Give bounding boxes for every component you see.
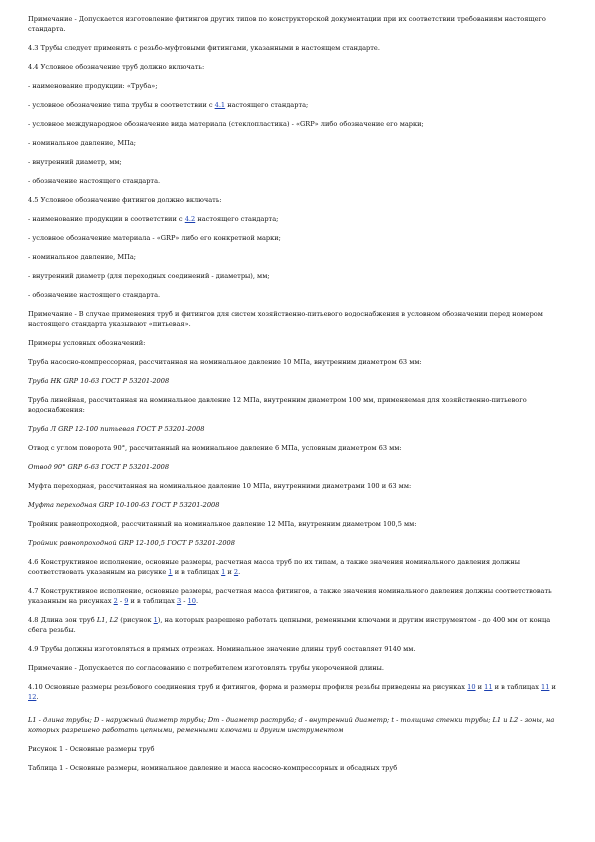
clause-4-10: 4.10 Основные размеры резьбового соединения труб и фитингов, форма и размеры профиля резьбы приведены на рисунках 10 и 11 и в таблицах 11 и 12.: [28, 683, 556, 701]
clause-4-3: 4.3 Трубы следует применять с резьбо-муфтовыми фитингами, указанными в настоящем стандарте.: [28, 44, 380, 52]
list-item: - наименование продукции: «Труба»;: [28, 82, 158, 90]
example-text: Труба линейная, рассчитанная на номинальное давление 12 МПа, внутренним диаметром 100 мм, применяемая для хозяйственно-питьевого водоснабжения:: [28, 396, 527, 414]
link-4-2[interactable]: 4.2: [184, 215, 196, 223]
clause-4-4: 4.4 Условное обозначение труб должно включать:: [28, 63, 205, 71]
clause-4-9: 4.9 Трубы должны изготовляться в прямых отрезках. Номинальное значение длины труб составляет 9140 мм.: [28, 645, 416, 653]
link-figure-1[interactable]: 1: [153, 616, 158, 624]
example-designation: Труба Л GRP 12-100 питьевая ГОСТ Р 53201-2008: [28, 425, 205, 433]
example-text: Отвод с углом поворота 90°, рассчитанный на номинальное давление 6 МПа, условным диаметром 63 мм:: [28, 444, 402, 452]
figure-legend: L1 - длина трубы; D - наружный диаметр трубы; Dm - диаметр раструба; d - внутренний диаметр; t - толщина стенки трубы; L1 и L2 - зоны, на которых разрешено работать цепными, ременными ключами и другим инструментом: [28, 716, 555, 734]
clause-4-8: 4.8 Длина зон труб L1, L2 (рисунок 1), на которых разрешено работать цепными, ременными ключами и другим инструментом - до 400 мм от конца сбега резьбы.: [28, 616, 551, 634]
clause-4-7: 4.7 Конструктивное исполнение, основные размеры, расчетная масса фитингов, а также значения номинального давления должны соответствовать указанным на рисунках 2 - 9 и в таблицах 3 - 10.: [28, 587, 552, 605]
link-table-2[interactable]: 2: [233, 568, 239, 576]
figure-caption: Рисунок 1 - Основные размеры труб: [28, 745, 155, 753]
list-item: - номинальное давление, МПа;: [28, 139, 137, 147]
note-potable: Примечание - В случае применения труб и фитингов для систем хозяйственно-питьевого водоснабжения в условном обозначении перед номером настоящего стандарта указывают «питьевая».: [28, 310, 543, 328]
list-item: - условное обозначение типа трубы в соответствии с 4.1 настоящего стандарта;: [28, 101, 309, 109]
list-item: - условное обозначение материала - «GRP» либо его конкретной марки;: [28, 234, 281, 242]
link-table-12[interactable]: 12: [28, 693, 37, 701]
link-figure-11[interactable]: 11: [484, 683, 493, 691]
examples-heading: Примеры условных обозначений:: [28, 339, 146, 347]
list-item: - условное международное обозначение вида материала (стеклопластика) - «GRP» либо обозначение его марки;: [28, 120, 424, 128]
link-4-1[interactable]: 4.1: [214, 101, 226, 109]
list-item: - номинальное давление, МПа;: [28, 253, 137, 261]
example-text: Муфта переходная, рассчитанная на номинальное давление 10 МПа, внутренними диаметрами 100 и 63 мм:: [28, 482, 412, 490]
example-designation: Отвод 90° GRP 6-63 ГОСТ Р 53201-2008: [28, 463, 170, 471]
link-figure-9[interactable]: 9: [124, 597, 129, 605]
list-item: - внутренний диаметр, мм;: [28, 158, 122, 166]
link-table-10[interactable]: 10: [187, 597, 196, 605]
example-text: Тройник равнопроходной, рассчитанный на номинальное давление 12 МПа, внутренним диаметром 100,5 мм:: [28, 520, 417, 528]
list-item: - внутренний диаметр (для переходных соединений - диаметры), мм;: [28, 272, 270, 280]
link-table-1[interactable]: 1: [221, 568, 226, 576]
list-item: - обозначение настоящего стандарта.: [28, 291, 161, 299]
link-figure-10[interactable]: 10: [467, 683, 476, 691]
link-table-3[interactable]: 3: [176, 597, 182, 605]
note-fittings: Примечание - Допускается изготовление фитингов других типов по конструкторской документации при их соответствии требованиям настоящего стандарта.: [28, 15, 546, 33]
note-shortened: Примечание - Допускается по согласованию с потребителем изготовлять трубы укороченной длины.: [28, 664, 384, 672]
table-caption: Таблица 1 - Основные размеры, номинальное давление и масса насосно-компрессорных и обсадных труб: [28, 764, 398, 772]
link-figure-1[interactable]: 1: [168, 568, 173, 576]
document-page: [28, 14, 568, 782]
link-figure-2[interactable]: 2: [113, 597, 118, 605]
example-designation: Тройник равнопроходной GRP 12-100,5 ГОСТ Р 53201-2008: [28, 539, 235, 547]
list-item: - обозначение настоящего стандарта.: [28, 177, 161, 185]
clause-4-6: 4.6 Конструктивное исполнение, основные размеры, расчетная масса труб по их типам, а также значения номинального давления должны соответствовать указанным на рисунке 1 и в таблицах 1 и 2.: [28, 558, 521, 576]
example-designation: Муфта переходная GRP 10-100-63 ГОСТ Р 53201-2008: [28, 501, 220, 509]
list-item: - наименование продукции в соответствии с 4.2 настоящего стандарта;: [28, 215, 279, 223]
link-table-11[interactable]: 11: [541, 683, 550, 691]
clause-4-5: 4.5 Условное обозначение фитингов должно включать:: [28, 196, 222, 204]
example-designation: Труба НК GRP 10-63 ГОСТ Р 53201-2008: [28, 377, 170, 385]
example-text: Труба насосно-компрессорная, рассчитанная на номинальное давление 10 МПа, внутренним диаметром 63 мм:: [28, 358, 422, 366]
